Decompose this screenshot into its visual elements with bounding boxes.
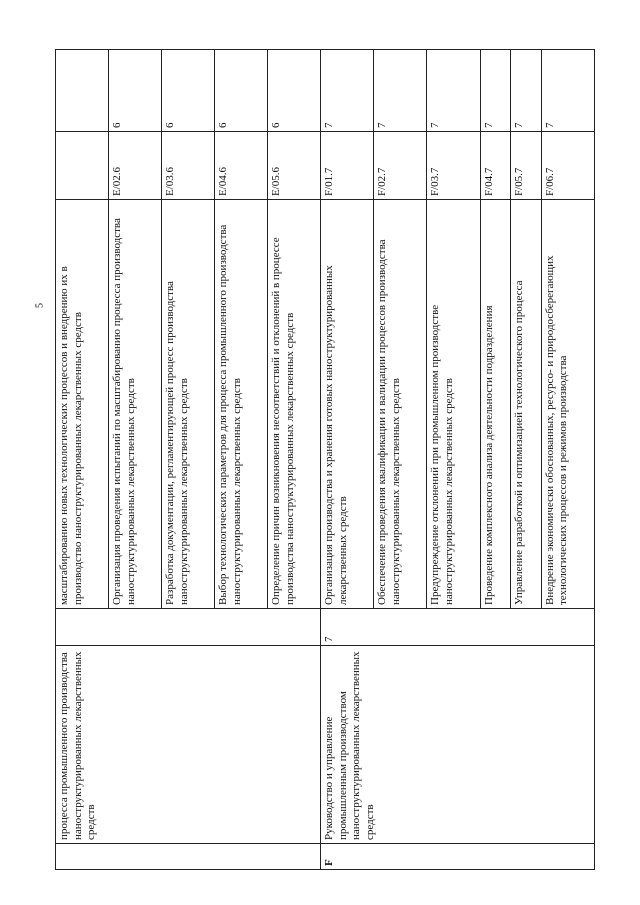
function-level: 7 — [427, 50, 480, 132]
group-level — [56, 609, 321, 646]
function-name: Организация проведения испытаний по масштабированию процесса производства наноструктурированных лекарственных средств — [109, 200, 162, 609]
function-level: 7 — [374, 50, 427, 132]
group-code: F — [321, 844, 595, 870]
group-title: Руководство и управление промышленным производством наноструктурированных лекарственных средств — [321, 646, 595, 844]
group-level: 7 — [321, 609, 595, 646]
function-code: F/05.7 — [511, 132, 542, 200]
function-name: Предупреждение отклонений при промышленном производстве наноструктурированных лекарственных средств — [427, 200, 480, 609]
function-code: F/03.7 — [427, 132, 480, 200]
function-code: F/02.7 — [374, 132, 427, 200]
function-level: 7 — [321, 50, 374, 132]
function-name: Внедрение экономически обоснованных, ресурсо- и природосберегающих технологических процессов и режимов производства — [541, 200, 594, 609]
function-level: 6 — [268, 50, 321, 132]
table-row — [321, 50, 374, 870]
function-name: Разработка документации, регламентирующей процесс производства наноструктурированных лекарственных средств — [162, 200, 215, 609]
rotated-table-container — [55, 50, 595, 870]
function-code: E/05.6 — [268, 132, 321, 200]
function-level: 7 — [541, 50, 594, 132]
function-code: E/02.6 — [109, 132, 162, 200]
function-code: F/04.7 — [480, 132, 511, 200]
table-row — [56, 50, 109, 870]
function-name: масштабированию новых технологических процессов и внедрению их в производство наноструктурированных лекарственных средств — [56, 200, 109, 609]
function-name: Выбор технологических параметров для процесса промышленного производства наноструктурированных лекарственных средств — [215, 200, 268, 609]
function-level: 7 — [511, 50, 542, 132]
functions-table — [55, 49, 595, 870]
function-name: Управление разработкой и оптимизацией технологического процесса — [511, 200, 542, 609]
function-code — [56, 132, 109, 200]
function-code: F/01.7 — [321, 132, 374, 200]
function-code: E/04.6 — [215, 132, 268, 200]
function-level: 6 — [109, 50, 162, 132]
function-name: Определение причин возникновения несоответствий и отклонений в процессе производства наноструктурированных лекарственных средств — [268, 200, 321, 609]
function-level: 6 — [215, 50, 268, 132]
page-number: 5 — [34, 303, 46, 308]
function-name: Проведение комплексного анализа деятельности подразделения — [480, 200, 511, 609]
function-level: 7 — [480, 50, 511, 132]
function-code: F/06.7 — [541, 132, 594, 200]
group-title: процесса промышленного производства наноструктурированных лекарственных средств — [56, 646, 321, 844]
function-level: 6 — [162, 50, 215, 132]
function-code: E/03.6 — [162, 132, 215, 200]
function-level — [56, 50, 109, 132]
group-code — [56, 844, 321, 870]
function-name: Обеспечение проведения квалификации и валидации процессов производства наноструктурированных лекарственных средств — [374, 200, 427, 609]
function-name: Организация производства и хранения готовых наноструктурированных лекарственных средств — [321, 200, 374, 609]
